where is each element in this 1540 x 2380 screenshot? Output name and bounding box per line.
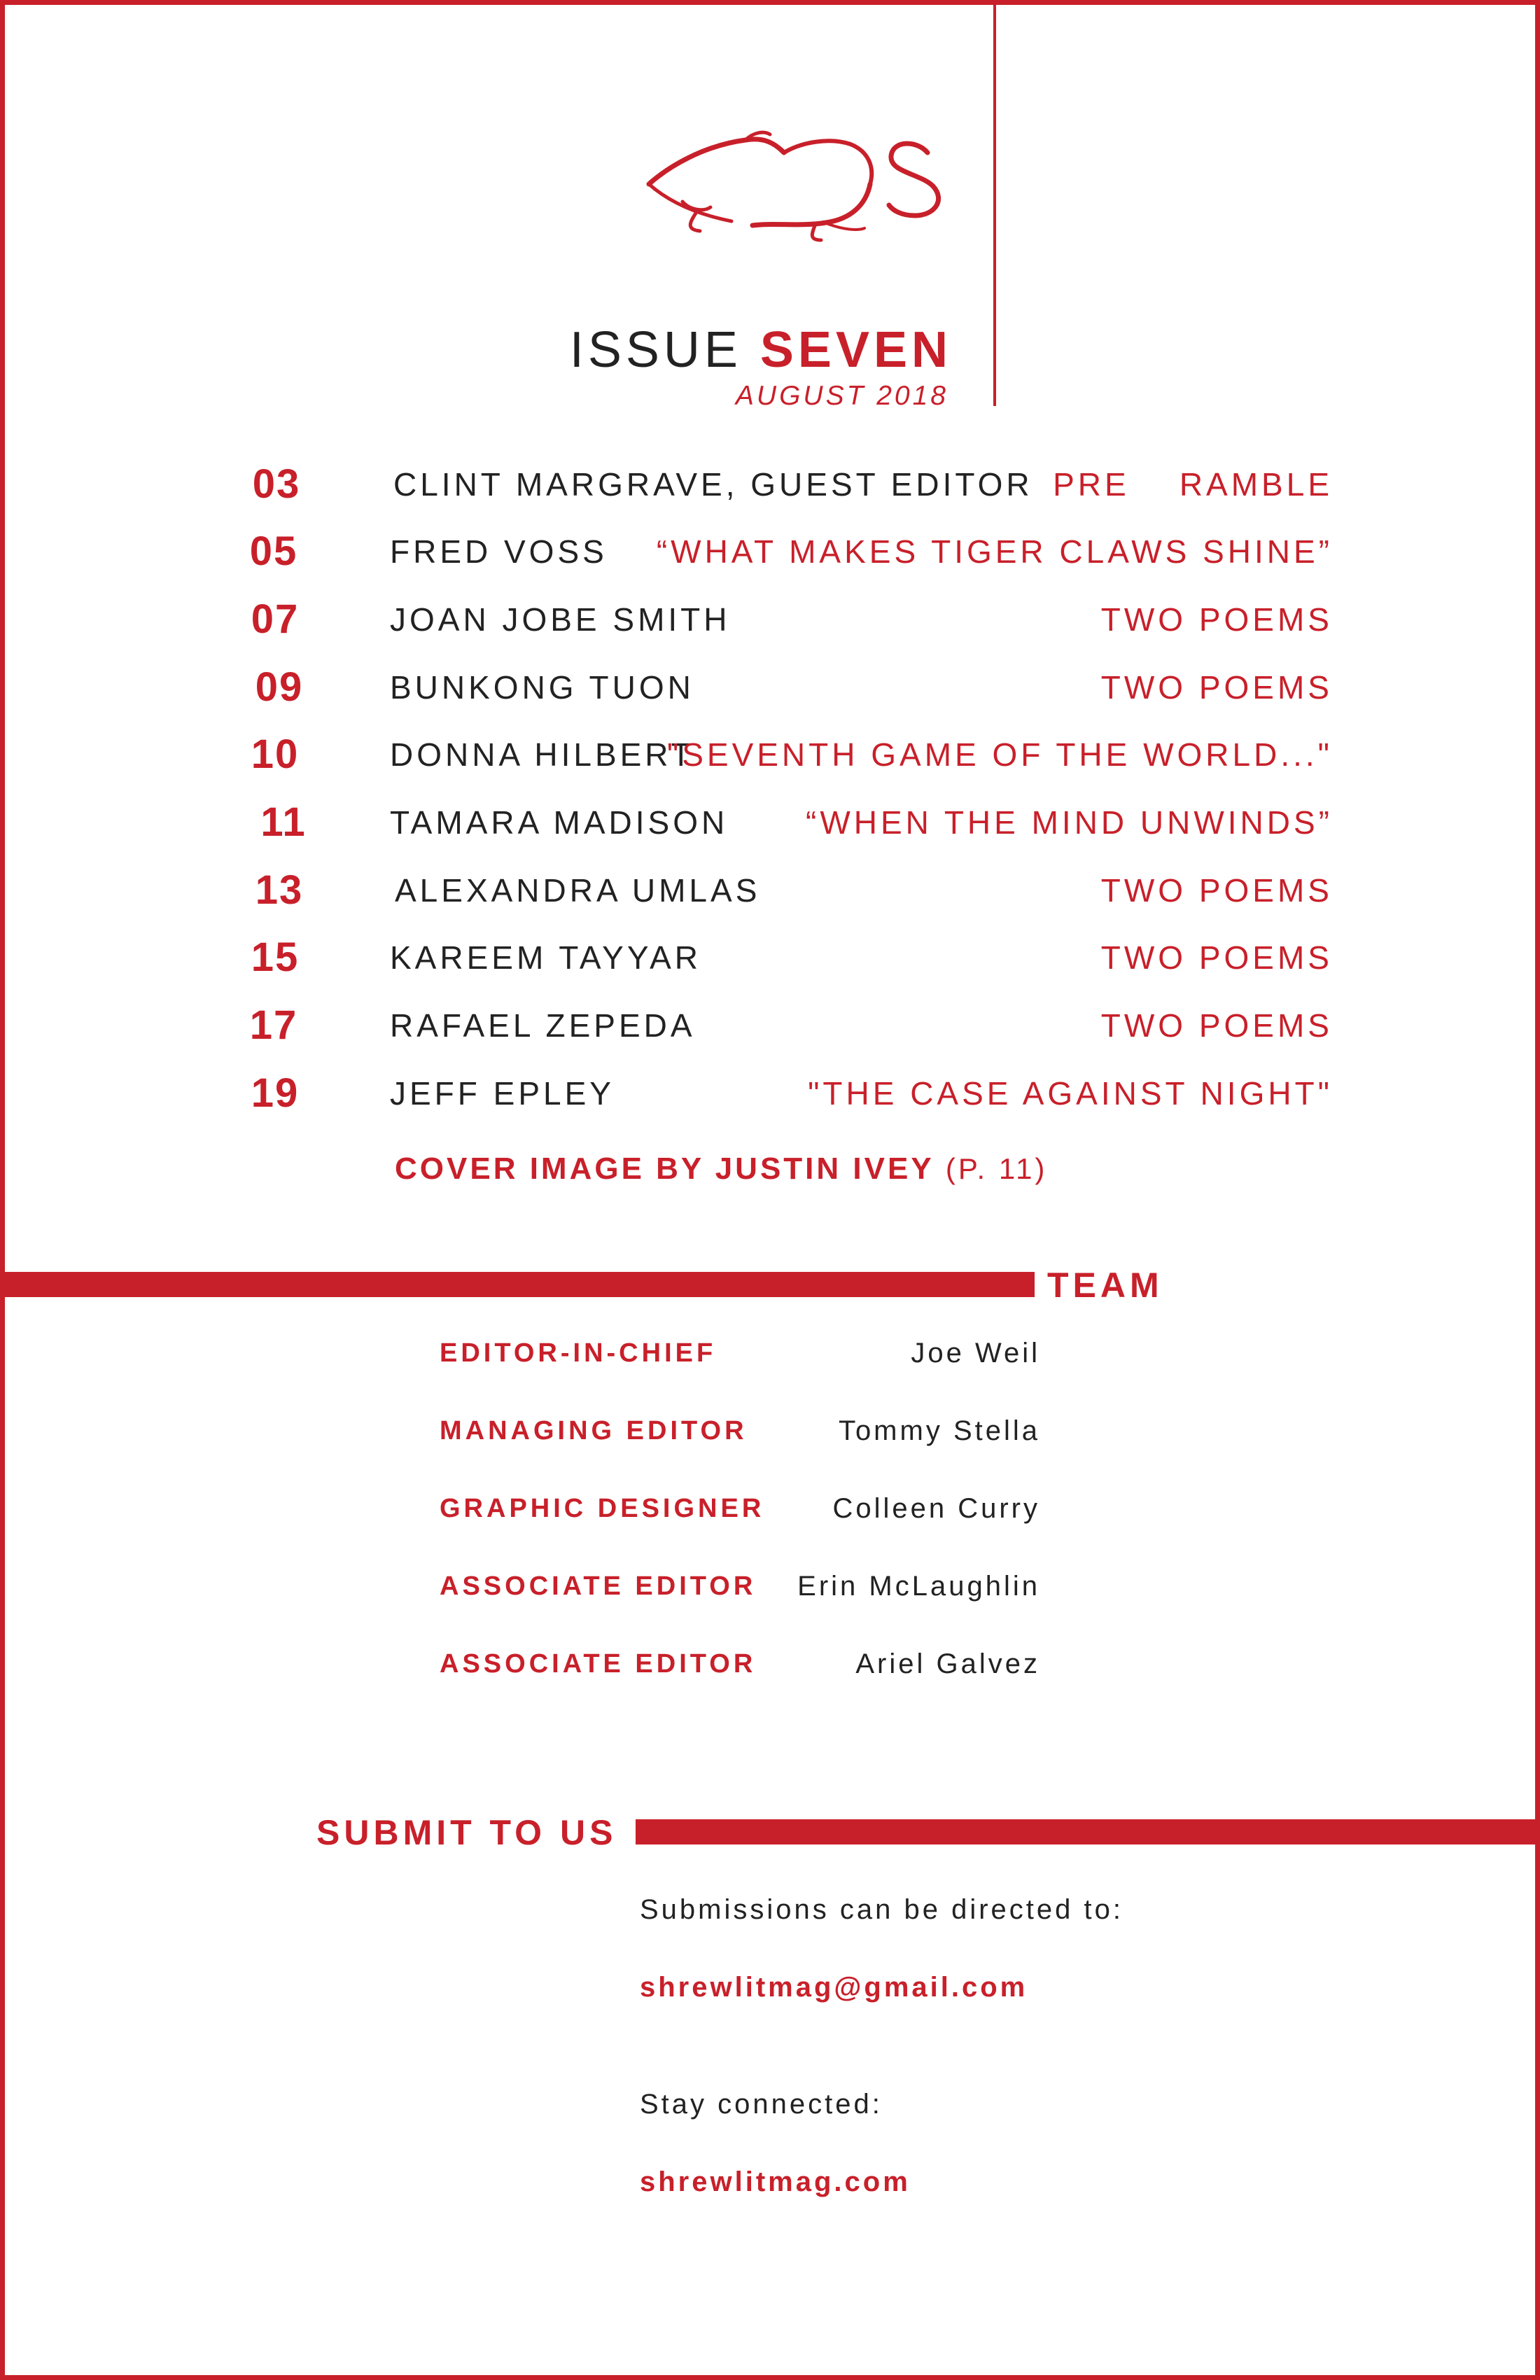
toc-page-number: 17 [249, 1002, 298, 1048]
toc-author: FRED VOSS [390, 533, 608, 570]
toc-author: RAFAEL ZEPEDA [390, 1007, 696, 1044]
shrew-logo-icon [640, 125, 955, 265]
team-role: ASSOCIATE EDITOR [440, 1572, 757, 1601]
team-role: EDITOR-IN-CHIEF [440, 1338, 717, 1368]
submit-heading: SUBMIT TO US [316, 1813, 617, 1852]
team-name: Erin McLaughlin [797, 1571, 1040, 1602]
toc-title: “WHEN THE MIND UNWINDS” [806, 804, 1333, 841]
toc-row [0, 592, 1540, 648]
team-member [0, 1562, 1540, 1611]
team-role: ASSOCIATE EDITOR [440, 1649, 757, 1679]
toc-page-number: 13 [255, 867, 304, 913]
submit-divider-bar [636, 1819, 1540, 1844]
toc-title: TWO POEMS [1100, 669, 1333, 706]
toc-page-number: 15 [251, 934, 300, 980]
header-divider-line [993, 0, 996, 406]
team-name: Joe Weil [911, 1338, 1040, 1368]
cover-credit-page: (P. 11) [945, 1152, 1048, 1185]
toc-row [0, 727, 1540, 783]
toc-author: CLINT MARGRAVE, GUEST EDITOR [393, 466, 1033, 503]
team-member [0, 1406, 1540, 1455]
toc-row [0, 456, 1540, 512]
toc-title: TWO POEMS [1100, 939, 1333, 976]
issue-title [570, 318, 952, 382]
toc-page-number: 05 [249, 528, 298, 574]
issue-number: SEVEN [760, 322, 952, 378]
toc-title: TWO POEMS [1100, 1007, 1333, 1044]
toc-author: TAMARA MADISON [390, 804, 729, 841]
toc-page-number: 07 [251, 596, 300, 642]
toc-page-number: 10 [251, 732, 300, 777]
issue-date: AUGUST 2018 [735, 381, 948, 411]
toc-author: KAREEM TAYYAR [390, 939, 702, 976]
issue-word: ISSUE [569, 322, 742, 378]
toc-author: ALEXANDRA UMLAS [395, 872, 761, 909]
cover-credit-label: COVER IMAGE BY JUSTIN IVEY [395, 1152, 934, 1186]
toc-row [0, 1065, 1540, 1121]
toc-title: "THE CASE AGAINST NIGHT" [808, 1075, 1333, 1112]
toc-title: TWO POEMS [1100, 872, 1333, 909]
toc-author: BUNKONG TUON [390, 669, 694, 706]
team-member [0, 1329, 1540, 1378]
toc-row [0, 524, 1540, 580]
toc-page-number: 03 [252, 461, 301, 507]
toc-row [0, 930, 1540, 986]
toc-row [0, 794, 1540, 850]
toc-page-number: 09 [255, 664, 304, 710]
team-member [0, 1484, 1540, 1533]
team-name: Ariel Galvez [855, 1648, 1040, 1679]
toc-row [0, 862, 1540, 918]
toc-title: PRE RAMBLE [1053, 466, 1333, 503]
toc-row [0, 997, 1540, 1054]
toc-author: DONNA HILBERT [390, 736, 694, 773]
toc-page-number: 19 [251, 1070, 300, 1116]
toc-title: "SEVENTH GAME OF THE WORLD..." [666, 736, 1333, 773]
stay-connected-text: Stay connected: [640, 2089, 883, 2120]
toc-row [0, 659, 1540, 715]
toc-page-number: 11 [260, 799, 307, 845]
website-link[interactable]: shrewlitmag.com [640, 2166, 911, 2197]
toc-title: TWO POEMS [1100, 601, 1333, 638]
team-role: GRAPHIC DESIGNER [440, 1494, 765, 1523]
team-name: Tommy Stella [838, 1415, 1040, 1446]
team-heading: TEAM [1047, 1266, 1163, 1305]
submissions-text: Submissions can be directed to: [640, 1894, 1124, 1925]
team-member [0, 1639, 1540, 1688]
toc-author: JEFF EPLEY [390, 1075, 615, 1112]
team-name: Colleen Curry [832, 1493, 1040, 1524]
toc-author: JOAN JOBE SMITH [390, 601, 731, 638]
team-divider-bar [0, 1272, 1035, 1297]
toc-title: “WHAT MAKES TIGER CLAWS SHINE” [656, 533, 1333, 570]
submission-email-link[interactable]: shrewlitmag@gmail.com [640, 1972, 1028, 2003]
team-role: MANAGING EDITOR [440, 1416, 748, 1446]
cover-credit [395, 1141, 1047, 1197]
